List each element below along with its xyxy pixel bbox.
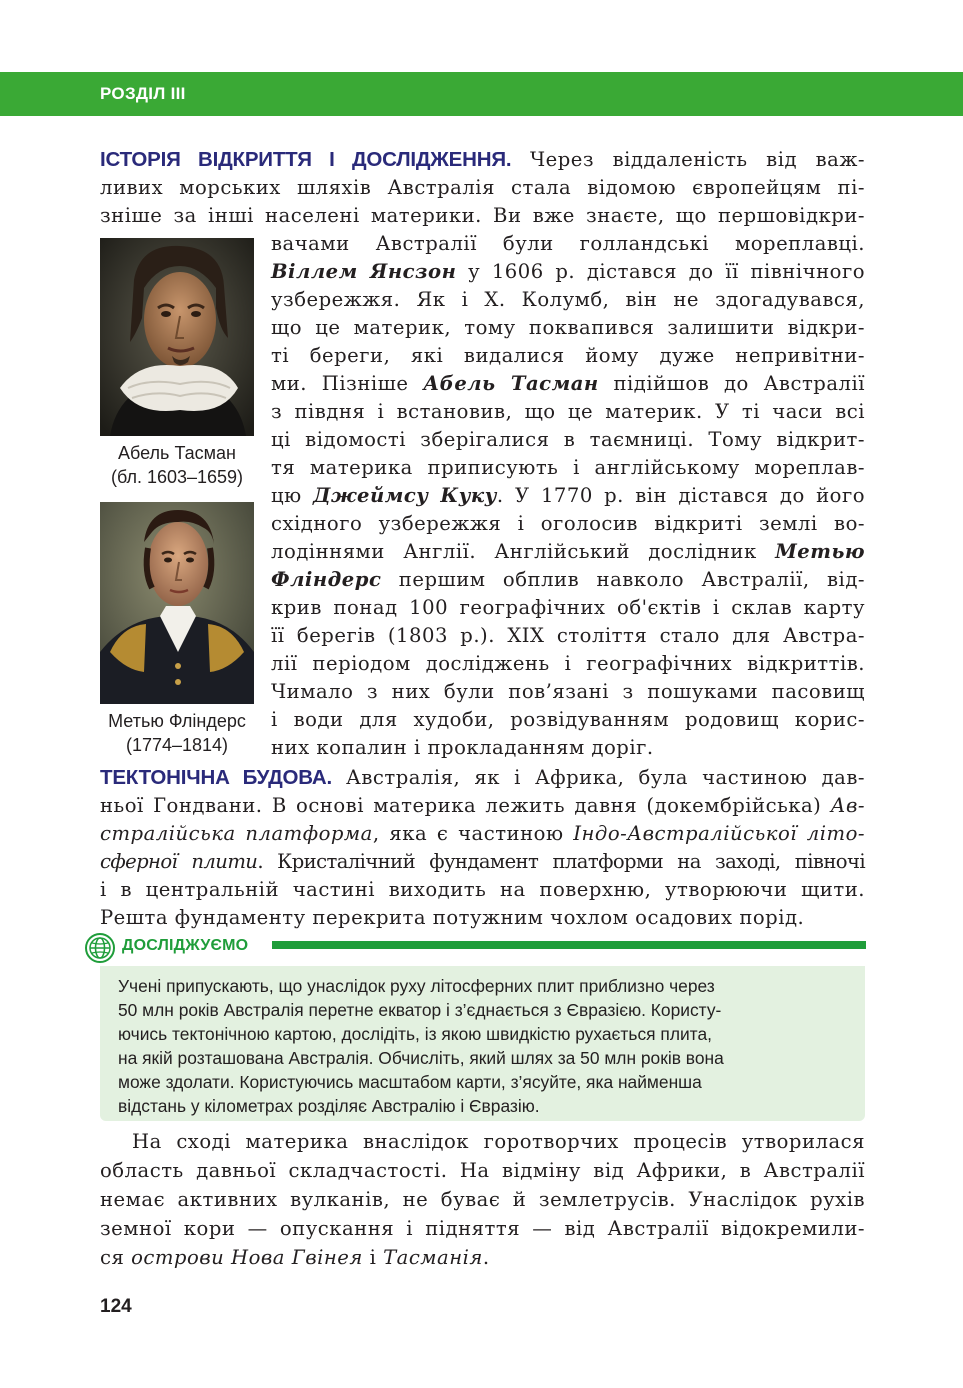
research-header (84, 932, 866, 964)
portrait-flinders-image (100, 502, 254, 704)
text-line: Фліндерс першим обплив навколо Австралії, від- (271, 568, 865, 591)
text-line: стралійська платформа, яка є частиною Індо-Австралійської літо- (100, 822, 865, 845)
text-line: лодіннями Англії. Англійський дослідник Метью (271, 540, 865, 563)
text-line: земної кори — опускання і підняття — від Австралії відокремили- (100, 1217, 865, 1240)
text-line: Решта фундаменту перекрита потужним чохлом осадових порід. (100, 906, 805, 929)
portrait-tasman-image (100, 238, 254, 436)
text-line: що це материк, тому поквапився залишити відкри- (271, 316, 865, 339)
explorer-name: Абель Тасман (423, 372, 599, 395)
portrait-tasman (100, 238, 254, 436)
explorer-name: Віллем Янсзон (271, 260, 457, 283)
text-line: 50 млн років Австралія перетне екватор і з’єднається з Євразією. Користу- (118, 1000, 722, 1020)
text-line: її берегів (1803 р.). XIX століття стало для Австра- (271, 624, 865, 647)
text-line: них копалин і прокладанням доріг. (271, 736, 654, 759)
text-line: може здолати. Користуючись масштабом карти, з’ясуйте, яка найменша (118, 1072, 702, 1092)
text-line: ливих морських шляхів Австралія стала відомою європейцям пі- (100, 176, 865, 199)
section-band (0, 72, 963, 116)
text-line: вачами Австралії були голландські мореплавці. (271, 232, 865, 255)
text-line: і в центральній частині виходить на поверхню, утворюючи щити. (100, 878, 865, 901)
text-line: узбережжя. Як і Х. Колумб, він не здогадувався, (271, 288, 865, 311)
text-line: ті береги, які видалися йому дуже непривітни- (271, 344, 865, 367)
text-line: На сході материка внаслідок горотворчих процесів утворилася (132, 1130, 865, 1153)
caption-tasman: Абель Тасман (бл. 1603–1659) (110, 443, 244, 487)
text-line: ючись тектонічною картою, дослідіть, із якою швидкістю рухається плита, (118, 1024, 712, 1044)
explorer-name: Метью (775, 540, 865, 563)
text-line: крив понад 100 географічних об'єктів і склав карту (271, 596, 865, 619)
text-line: ми. Пізніше Абель Тасман підійшов до Австралії (271, 372, 865, 395)
section-heading-history: ІСТОРІЯ ВІДКРИТТЯ І ДОСЛІДЖЕННЯ. (100, 148, 512, 171)
explorer-name: Фліндерс (271, 568, 382, 591)
caption-flinders: Метью Фліндерс (1774–1814) (108, 711, 246, 755)
text-line: Чимало з них були пов’язані з пошуками пасовищ (271, 680, 865, 703)
text-line: ся острови Нова Гвінея і Тасманія. (100, 1246, 490, 1269)
portrait-flinders (100, 502, 254, 704)
text-line: сферної плити. Кристалічний фундамент платформи на заході, півночі (100, 850, 865, 873)
text-line: лії періодом досліджень і географічних відкриттів. (271, 652, 865, 675)
text-line: цю Джеймсу Куку. У 1770 р. він дістався до його (271, 484, 866, 507)
text-line: тя материка приписують і англійському мореплав- (271, 456, 865, 479)
page-number: 124 (100, 1296, 132, 1317)
text-line: Учені припускають, що унаслідок руху літосферних плит приблизно через (118, 976, 715, 996)
text-line: і води для худоби, розвідуванням родовищ корис- (271, 708, 865, 731)
globe-icon (84, 932, 116, 964)
text-line: східного узбережжя і оголосив відкриті землі во- (271, 512, 865, 535)
text-line: з півдня і встановив, що це материк. У ті часи всі (271, 400, 865, 423)
text-line: на якій розташована Австралія. Обчисліть, який шлях за 50 млн років вона (118, 1048, 724, 1068)
text-line: відстань у кілометрах розділяє Австралію і Євразію. (118, 1096, 540, 1116)
section-heading-tectonic: ТЕКТОНІЧНА БУДОВА. (100, 766, 332, 789)
text-line: ньої Гондвани. В основі материка лежить давня (докембрійська) Ав- (100, 794, 865, 817)
text-line: немає активних вулканів, не буває й землетрусів. Унаслідок рухів (100, 1188, 865, 1211)
explorer-name: Джеймсу Куку (312, 484, 497, 507)
text-line: ТЕКТОНІЧНА БУДОВА. Австралія, як і Африка, була частиною дав- (100, 766, 865, 789)
text-line: зніше за інші населені материки. Ви вже знаєте, що першовідкри- (100, 204, 865, 227)
text-line: область давньої складчастості. На відміну від Африки, в Австралії (100, 1159, 865, 1182)
section-label: РОЗДІЛ III (100, 84, 186, 103)
text-line: ці відомості зберігалися в таємниці. Тому відкрит- (271, 428, 865, 451)
research-bar (272, 941, 866, 949)
research-box (100, 966, 865, 1121)
text-line: Віллем Янсзон у 1606 р. дістався до її північного (271, 260, 866, 283)
text-line: ІСТОРІЯ ВІДКРИТТЯ І ДОСЛІДЖЕННЯ. Через віддаленість від важ- (100, 148, 866, 171)
research-title: ДОСЛІДЖУЄМО (122, 937, 249, 954)
